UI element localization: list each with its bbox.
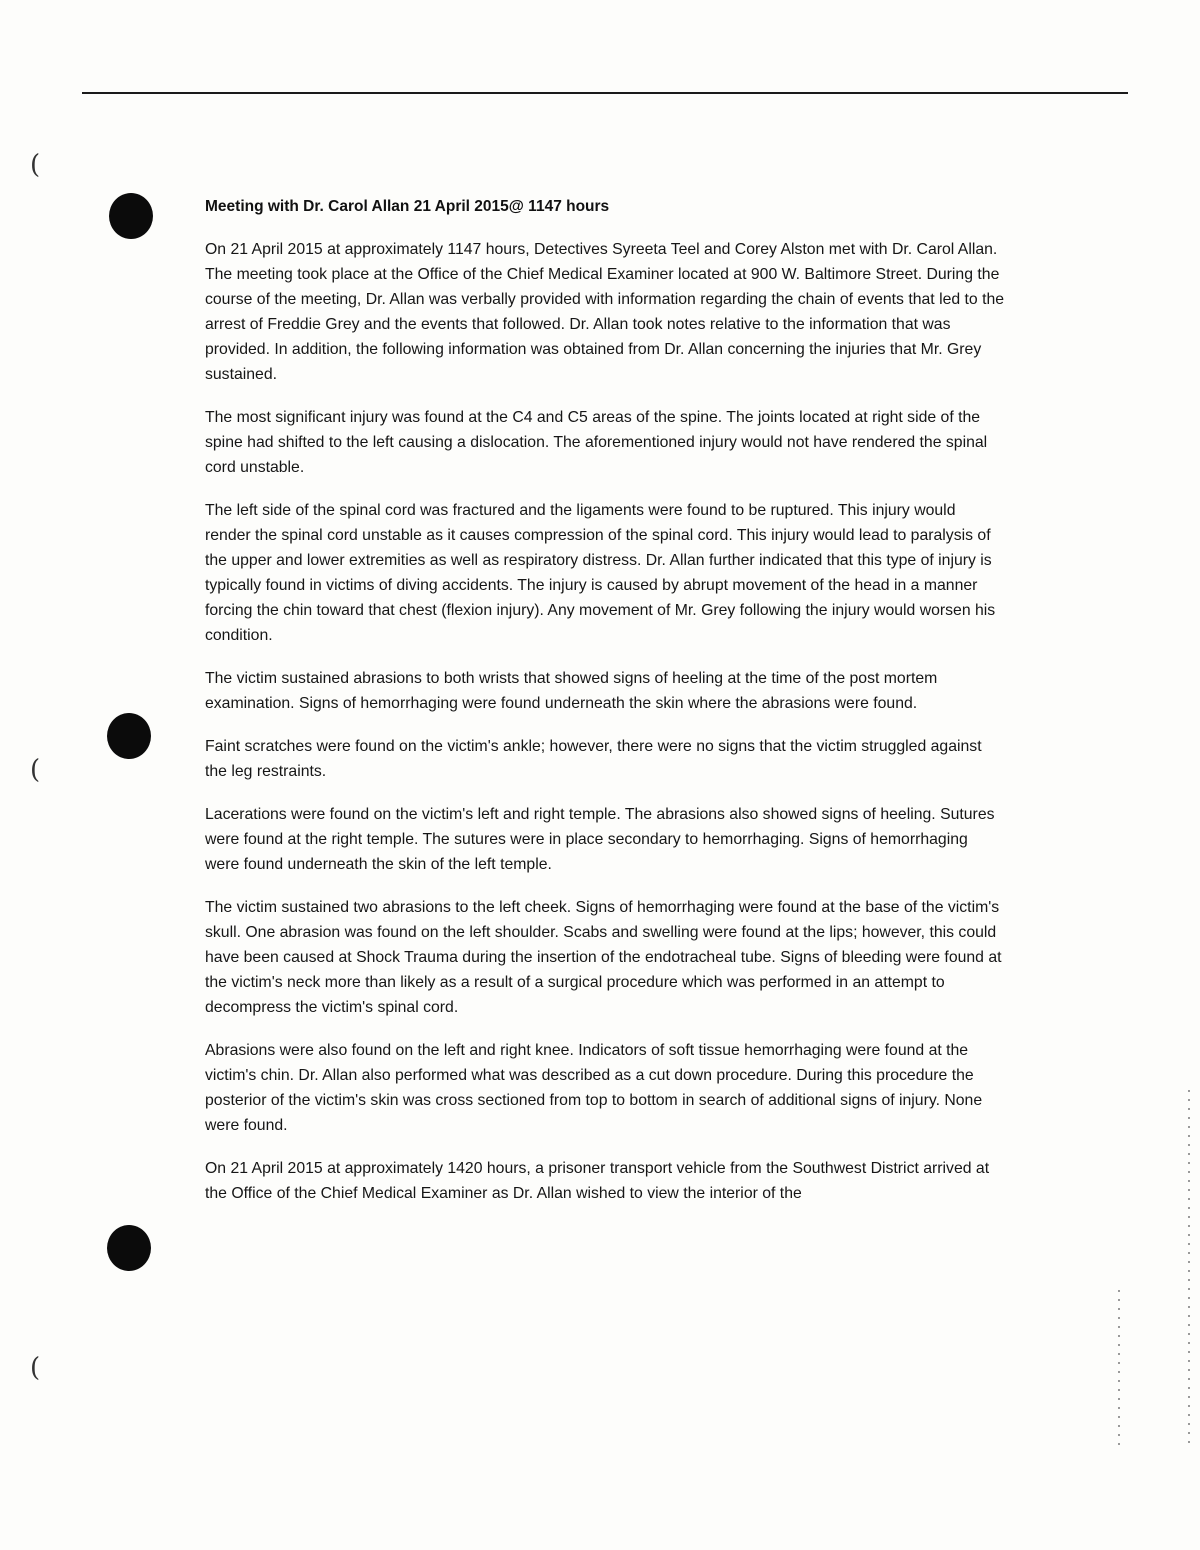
paragraph-knee-abrasions: Abrasions were also found on the left and right knee. Indicators of soft tissue hemorrhaging were found at the victim's chin. Dr. Allan also performed what was described as a cut down procedure. During this procedure the posterior of the victim's skin was cross sectioned from top to bottom in search of additional signs of injury. None were found.: [205, 1042, 983, 1134]
document-body: [205, 196, 1005, 1224]
paragraph-transport-vehicle: On 21 April 2015 at approximately 1420 hours, a prisoner transport vehicle from the Southwest District arrived at the Office of the Chief Medical Examiner as Dr. Allan wished to view the interior of the: [205, 1160, 990, 1202]
margin-mark-top: (: [30, 150, 41, 180]
scan-edge-marks: [1188, 1090, 1190, 1450]
paragraph-cheek-abrasions: The victim sustained two abrasions to the left cheek. Signs of hemorrhaging were found at the base of the victim's skull. One abrasion was found on the left shoulder. Scabs and swelling were found at the lips; however, this could have been caused at Shock Trauma during the insertion of the endotracheal tube. Signs of bleeding were found at the victim's neck more than likely as a result of a surgical procedure which was performed in an attempt to decompress the victim's spinal cord.: [205, 899, 1002, 1016]
margin-mark-bottom: (: [30, 1353, 41, 1383]
paragraph-spine-injury: The most significant injury was found at the C4 and C5 areas of the spine. The joints located at right side of the spine had shifted to the left causing a dislocation. The aforementioned injury would not have rendered the spinal cord unstable.: [205, 409, 988, 476]
punch-hole-bottom: [107, 1225, 151, 1271]
paragraph-wrist-abrasions: The victim sustained abrasions to both wrists that showed signs of heeling at the time of the post mortem examination. Signs of hemorrhaging were found underneath the skin where the abrasions were found.: [205, 670, 938, 712]
paragraph-spinal-cord-fracture: The left side of the spinal cord was fractured and the ligaments were found to be ruptured. This injury would render the spinal cord unstable as it causes compression of the spinal cord. This injury would lead to paralysis of the upper and lower extremities as well as respiratory distress. Dr. Allan further indicated that this type of injury is typically found in victims of diving accidents. The injury is caused by abrupt movement of the head in a manner forcing the chin toward that chest (flexion injury). Any movement of Mr. Grey following the injury would worsen his condition.: [205, 502, 996, 644]
margin-mark-middle: (: [30, 755, 41, 785]
scan-edge-marks-inner: [1118, 1290, 1120, 1450]
paragraph-meeting-overview: On 21 April 2015 at approximately 1147 hours, Detectives Syreeta Teel and Corey Alston met with Dr. Carol Allan. The meeting took place at the Office of the Chief Medical Examiner located at 900 W. Baltimore Street. During the course of the meeting, Dr. Allan was verbally provided with information regarding the chain of events that led to the arrest of Freddie Grey and the events that followed. Dr. Allan took notes relative to the information that was provided. In addition, the following information was obtained from Dr. Allan concerning the injuries that Mr. Grey sustained.: [205, 241, 1005, 383]
header-rule: [82, 92, 1128, 94]
paragraph-ankle-scratches: Faint scratches were found on the victim's ankle; however, there were no signs that the victim struggled against the leg restraints.: [205, 738, 982, 780]
punch-hole-top: [109, 193, 153, 239]
paragraph-temple-lacerations: Lacerations were found on the victim's left and right temple. The abrasions also showed signs of heeling. Sutures were found at the right temple. The sutures were in place secondary to hemorrhaging. Signs of hemorrhaging were found underneath the skin of the left temple.: [205, 806, 995, 873]
meeting-heading: Meeting with Dr. Carol Allan 21 April 2015@ 1147 hours: [205, 198, 610, 215]
punch-hole-middle: [107, 713, 151, 759]
